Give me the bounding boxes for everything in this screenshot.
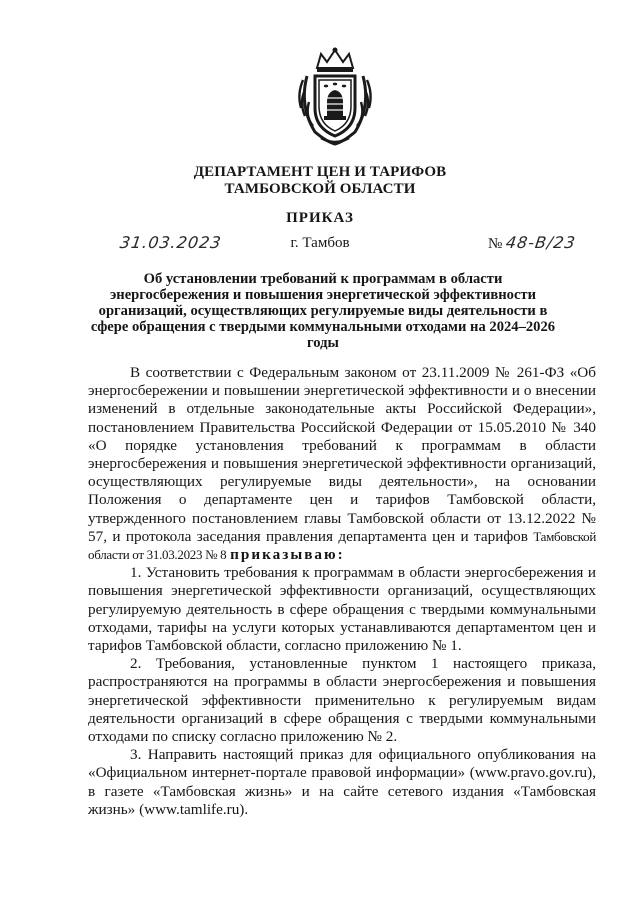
tambov-coat-of-arms-icon	[293, 46, 377, 146]
preamble-text: В соответствии с Федеральным законом от 23.11.2009 № 261-ФЗ «Об энергосбережении и повышении энергетической эффективности и о внесении изменений в отдельные законодательные акты Российской Федерации», постановлением Правительства Российской Федерации от 15.05.2010 № 340 «О порядке установления требований к программам в области энергосбережения и повышения энергетической эффективности организаций, осуществляющих регулируемые виды деятельности», на основании Положения о департаменте цен и тарифов Тамбовской области, утвержденного постановлением главы Тамбовской области от 13.12.2022 № 57, и протокола заседания правления департамента цен и тарифов	[88, 364, 596, 545]
department-name-line2: ТАМБОВСКОЙ ОБЛАСТИ	[224, 181, 416, 197]
decree-word: приказываю:	[230, 546, 345, 564]
order-city: г. Тамбов	[290, 235, 350, 251]
order-number	[488, 233, 576, 253]
order-number-handwritten: 48-В/23	[504, 233, 578, 252]
preamble-tail: Тамбовской области от 31.03.2023 № 8	[88, 528, 597, 563]
department-name-line1: ДЕПАРТАМЕНТ ЦЕН И ТАРИФОВ	[193, 164, 447, 180]
order-title: ПРИКАЗ	[286, 210, 354, 226]
preamble-paragraph	[88, 364, 596, 564]
order-subject: Об установлении требований к программам в области энергосбережения и повышения энергетической эффективности организаций, осуществляющих регулируемые виды деятельности в сфере обращения с твердыми коммунальными отходами на 2024–2026 годы	[90, 271, 556, 351]
order-item-1: 1. Установить требования к программам в области энергосбережения и повышения энергетической эффективности организаций, осуществляющих регулируемую деятельность в сфере обращения с твердыми коммунальными отходами, тарифы на услуги которых устанавливаются департаментом цен и тарифов Тамбовской области, согласно приложению № 1.	[88, 564, 596, 655]
order-date-handwritten: 31.03.2023	[118, 233, 223, 252]
order-item-3: 3. Направить настоящий приказ для официального опубликования на «Официальном интернет-портале правовой информации» (www.pravo.gov.ru), в газете «Тамбовская жизнь» и на сайте сетевого издания «Тамбовская жизнь» (www.tamlife.ru).	[88, 746, 596, 818]
order-number-label: №	[488, 236, 503, 252]
order-body	[88, 364, 596, 819]
order-item-2: 2. Требования, установленные пунктом 1 настоящего приказа, распространяются на программы в области энергосбережения и повышения энергетической эффективности применительно к регулируемым видам деятельности организаций в сфере обращения с твердыми коммунальными отходами по списку согласно приложению № 2.	[88, 655, 596, 746]
